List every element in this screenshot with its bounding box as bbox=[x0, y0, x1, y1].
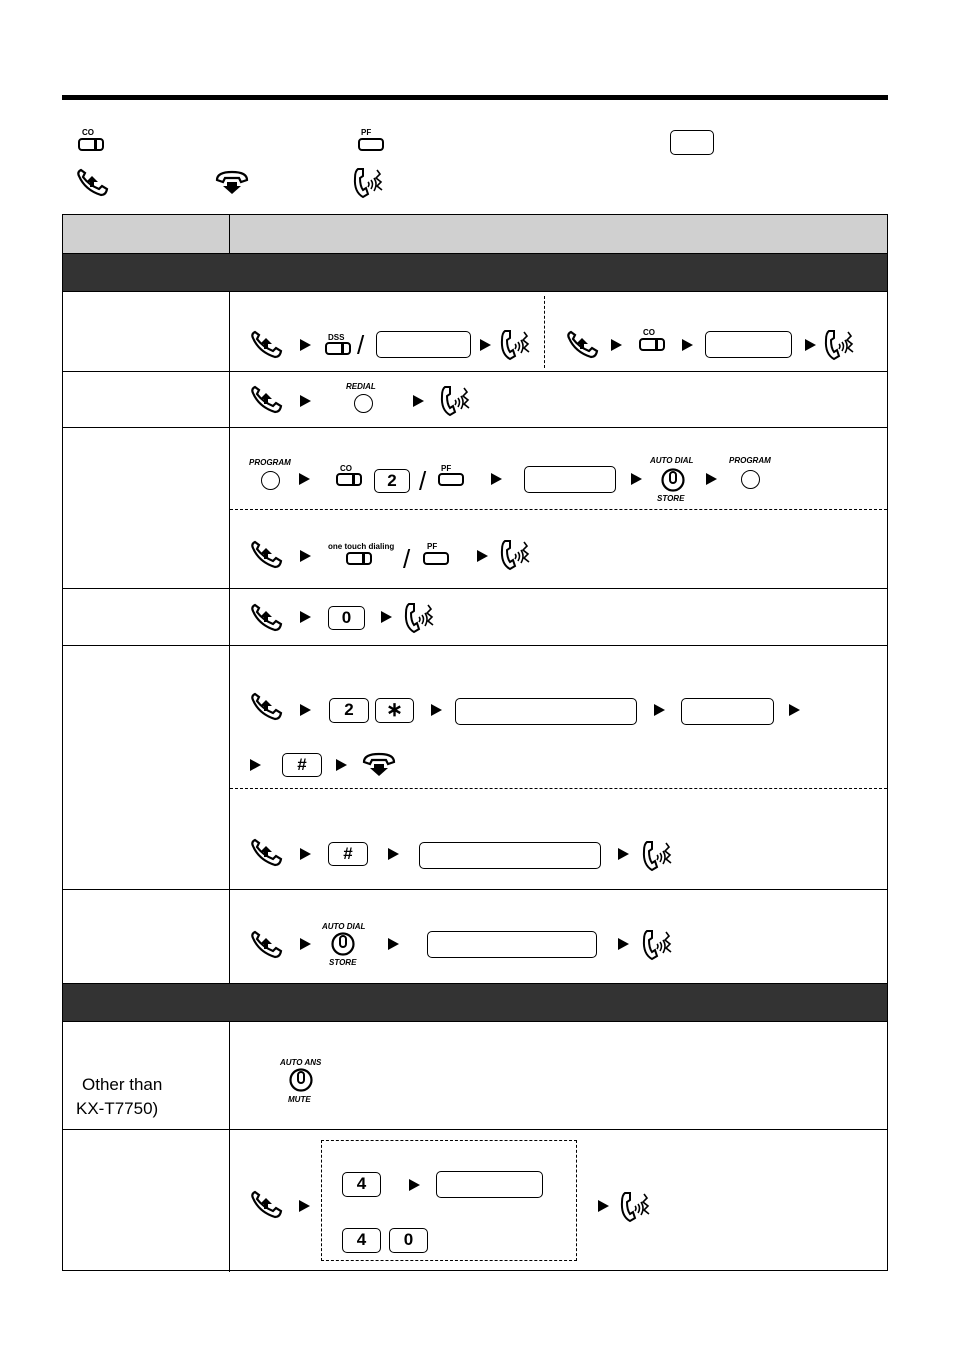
program-button[interactable] bbox=[261, 471, 280, 490]
dss-caption: DSS bbox=[328, 333, 345, 342]
arrow-icon bbox=[611, 339, 622, 351]
auto-ans-button[interactable] bbox=[289, 1068, 315, 1094]
off-hook-icon bbox=[249, 330, 285, 360]
arrow-icon bbox=[409, 1179, 420, 1191]
arrow-icon bbox=[654, 704, 665, 716]
talk-icon bbox=[499, 328, 533, 362]
talk-icon bbox=[823, 328, 857, 362]
off-hook-icon bbox=[249, 603, 285, 633]
dss-button-icon[interactable] bbox=[325, 342, 353, 356]
co-button-icon[interactable] bbox=[639, 338, 667, 352]
table-row bbox=[63, 1022, 887, 1130]
key-4[interactable]: 4 bbox=[342, 1228, 381, 1253]
arrow-icon bbox=[413, 395, 424, 407]
off-hook-icon bbox=[249, 1190, 285, 1220]
arrow-icon bbox=[431, 704, 442, 716]
pf-button-icon[interactable] bbox=[438, 473, 466, 487]
fixed-button-icon bbox=[670, 130, 714, 155]
on-hook-icon bbox=[215, 170, 251, 198]
off-hook-icon bbox=[249, 930, 285, 960]
arrow-icon bbox=[300, 339, 311, 351]
talk-icon bbox=[403, 601, 437, 635]
mute-caption: MUTE bbox=[288, 1095, 311, 1104]
operations-table bbox=[62, 214, 888, 1271]
co-button-icon[interactable] bbox=[346, 552, 374, 566]
co-caption: CO bbox=[340, 464, 352, 473]
auto-answer-label-line-2: KX-T7750) bbox=[76, 1099, 159, 1118]
arrow-icon bbox=[250, 759, 261, 771]
arrow-icon bbox=[300, 938, 311, 950]
legend-pf-caption: PF bbox=[361, 128, 372, 137]
co-button-icon bbox=[78, 138, 106, 152]
group-number-box bbox=[436, 1171, 543, 1198]
arrow-icon bbox=[388, 848, 399, 860]
arrow-icon bbox=[300, 611, 311, 623]
talk-icon bbox=[352, 166, 386, 200]
arrow-icon bbox=[381, 611, 392, 623]
talk-icon bbox=[499, 538, 533, 572]
auto-dial-button[interactable] bbox=[331, 932, 357, 958]
top-rule bbox=[62, 95, 888, 100]
arrow-icon bbox=[299, 1200, 310, 1212]
table-row bbox=[63, 890, 887, 984]
pf-button-icon bbox=[358, 138, 386, 152]
co-button-icon[interactable] bbox=[336, 473, 364, 487]
arrow-icon bbox=[618, 848, 629, 860]
auto-dial-number-box bbox=[427, 931, 597, 958]
off-hook-icon bbox=[249, 385, 285, 415]
table-row: DSS / CO bbox=[63, 292, 887, 372]
section-bar-2 bbox=[63, 984, 887, 1022]
auto-dial-caption: AUTO DIAL bbox=[650, 456, 694, 465]
redial-button[interactable] bbox=[354, 394, 373, 413]
arrow-icon bbox=[300, 848, 311, 860]
arrow-icon bbox=[336, 759, 347, 771]
key-0[interactable]: 0 bbox=[389, 1228, 428, 1253]
talk-icon bbox=[641, 839, 675, 873]
table-row bbox=[63, 646, 887, 890]
table-row bbox=[63, 372, 887, 428]
arrow-icon bbox=[618, 938, 629, 950]
phone-number-box bbox=[705, 331, 792, 358]
auto-answer-label-line-1: Other than bbox=[82, 1075, 163, 1094]
arrow-icon bbox=[388, 938, 399, 950]
off-hook-icon bbox=[249, 540, 285, 570]
key-hash[interactable]: # bbox=[328, 842, 368, 866]
arrow-icon bbox=[300, 704, 311, 716]
table-row bbox=[63, 589, 887, 646]
off-hook-icon bbox=[249, 692, 285, 722]
off-hook-icon bbox=[75, 168, 111, 198]
auto-dial-caption: AUTO DIAL bbox=[322, 922, 366, 931]
arrow-icon bbox=[682, 339, 693, 351]
store-caption: STORE bbox=[657, 494, 685, 503]
arrow-icon bbox=[299, 473, 310, 485]
extension-number-box bbox=[376, 331, 471, 358]
redial-caption: REDIAL bbox=[346, 382, 376, 391]
talk-icon bbox=[619, 1190, 653, 1224]
key-2[interactable]: 2 bbox=[374, 469, 410, 493]
off-hook-icon bbox=[249, 838, 285, 868]
co-caption: CO bbox=[643, 328, 655, 337]
table-header bbox=[63, 215, 887, 254]
key-0[interactable]: 0 bbox=[328, 606, 365, 630]
key-hash[interactable]: # bbox=[282, 753, 322, 777]
on-hook-icon bbox=[362, 752, 398, 780]
arrow-icon bbox=[631, 473, 642, 485]
section-bar-1 bbox=[63, 254, 887, 292]
arrow-icon bbox=[491, 473, 502, 485]
speed-dial-number-box bbox=[455, 698, 637, 725]
program-button[interactable] bbox=[741, 470, 760, 489]
legend-co-caption: CO bbox=[82, 128, 94, 137]
table-row bbox=[63, 1130, 887, 1272]
one-touch-caption: one touch dialing bbox=[328, 542, 395, 551]
store-caption: STORE bbox=[329, 958, 357, 967]
key-2[interactable]: 2 bbox=[329, 698, 369, 723]
arrow-icon bbox=[300, 395, 311, 407]
arrow-icon bbox=[480, 339, 491, 351]
pf-caption: PF bbox=[441, 464, 452, 473]
phone-number-box bbox=[524, 466, 616, 493]
arrow-icon bbox=[477, 550, 488, 562]
program-caption: PROGRAM bbox=[729, 456, 771, 465]
talk-icon bbox=[641, 928, 675, 962]
off-hook-icon bbox=[565, 330, 601, 360]
pf-caption: PF bbox=[427, 542, 438, 551]
arrow-icon bbox=[805, 339, 816, 351]
key-4[interactable]: 4 bbox=[342, 1172, 381, 1197]
auto-ans-caption: AUTO ANS bbox=[280, 1058, 322, 1067]
key-star[interactable]: ∗ bbox=[375, 698, 414, 723]
phone-number-box bbox=[681, 698, 774, 725]
table-row: PROGRAM CO 2 / PF AUTO DIAL STORE PROGRAM one touch dialing / PF bbox=[63, 428, 887, 589]
pf-button-icon[interactable] bbox=[423, 552, 451, 566]
arrow-icon bbox=[598, 1200, 609, 1212]
arrow-icon bbox=[706, 473, 717, 485]
arrow-icon bbox=[300, 550, 311, 562]
program-caption: PROGRAM bbox=[249, 458, 291, 467]
arrow-icon bbox=[789, 704, 800, 716]
talk-icon bbox=[439, 384, 473, 418]
speed-dial-number-box bbox=[419, 842, 601, 869]
auto-dial-button[interactable] bbox=[661, 468, 687, 494]
